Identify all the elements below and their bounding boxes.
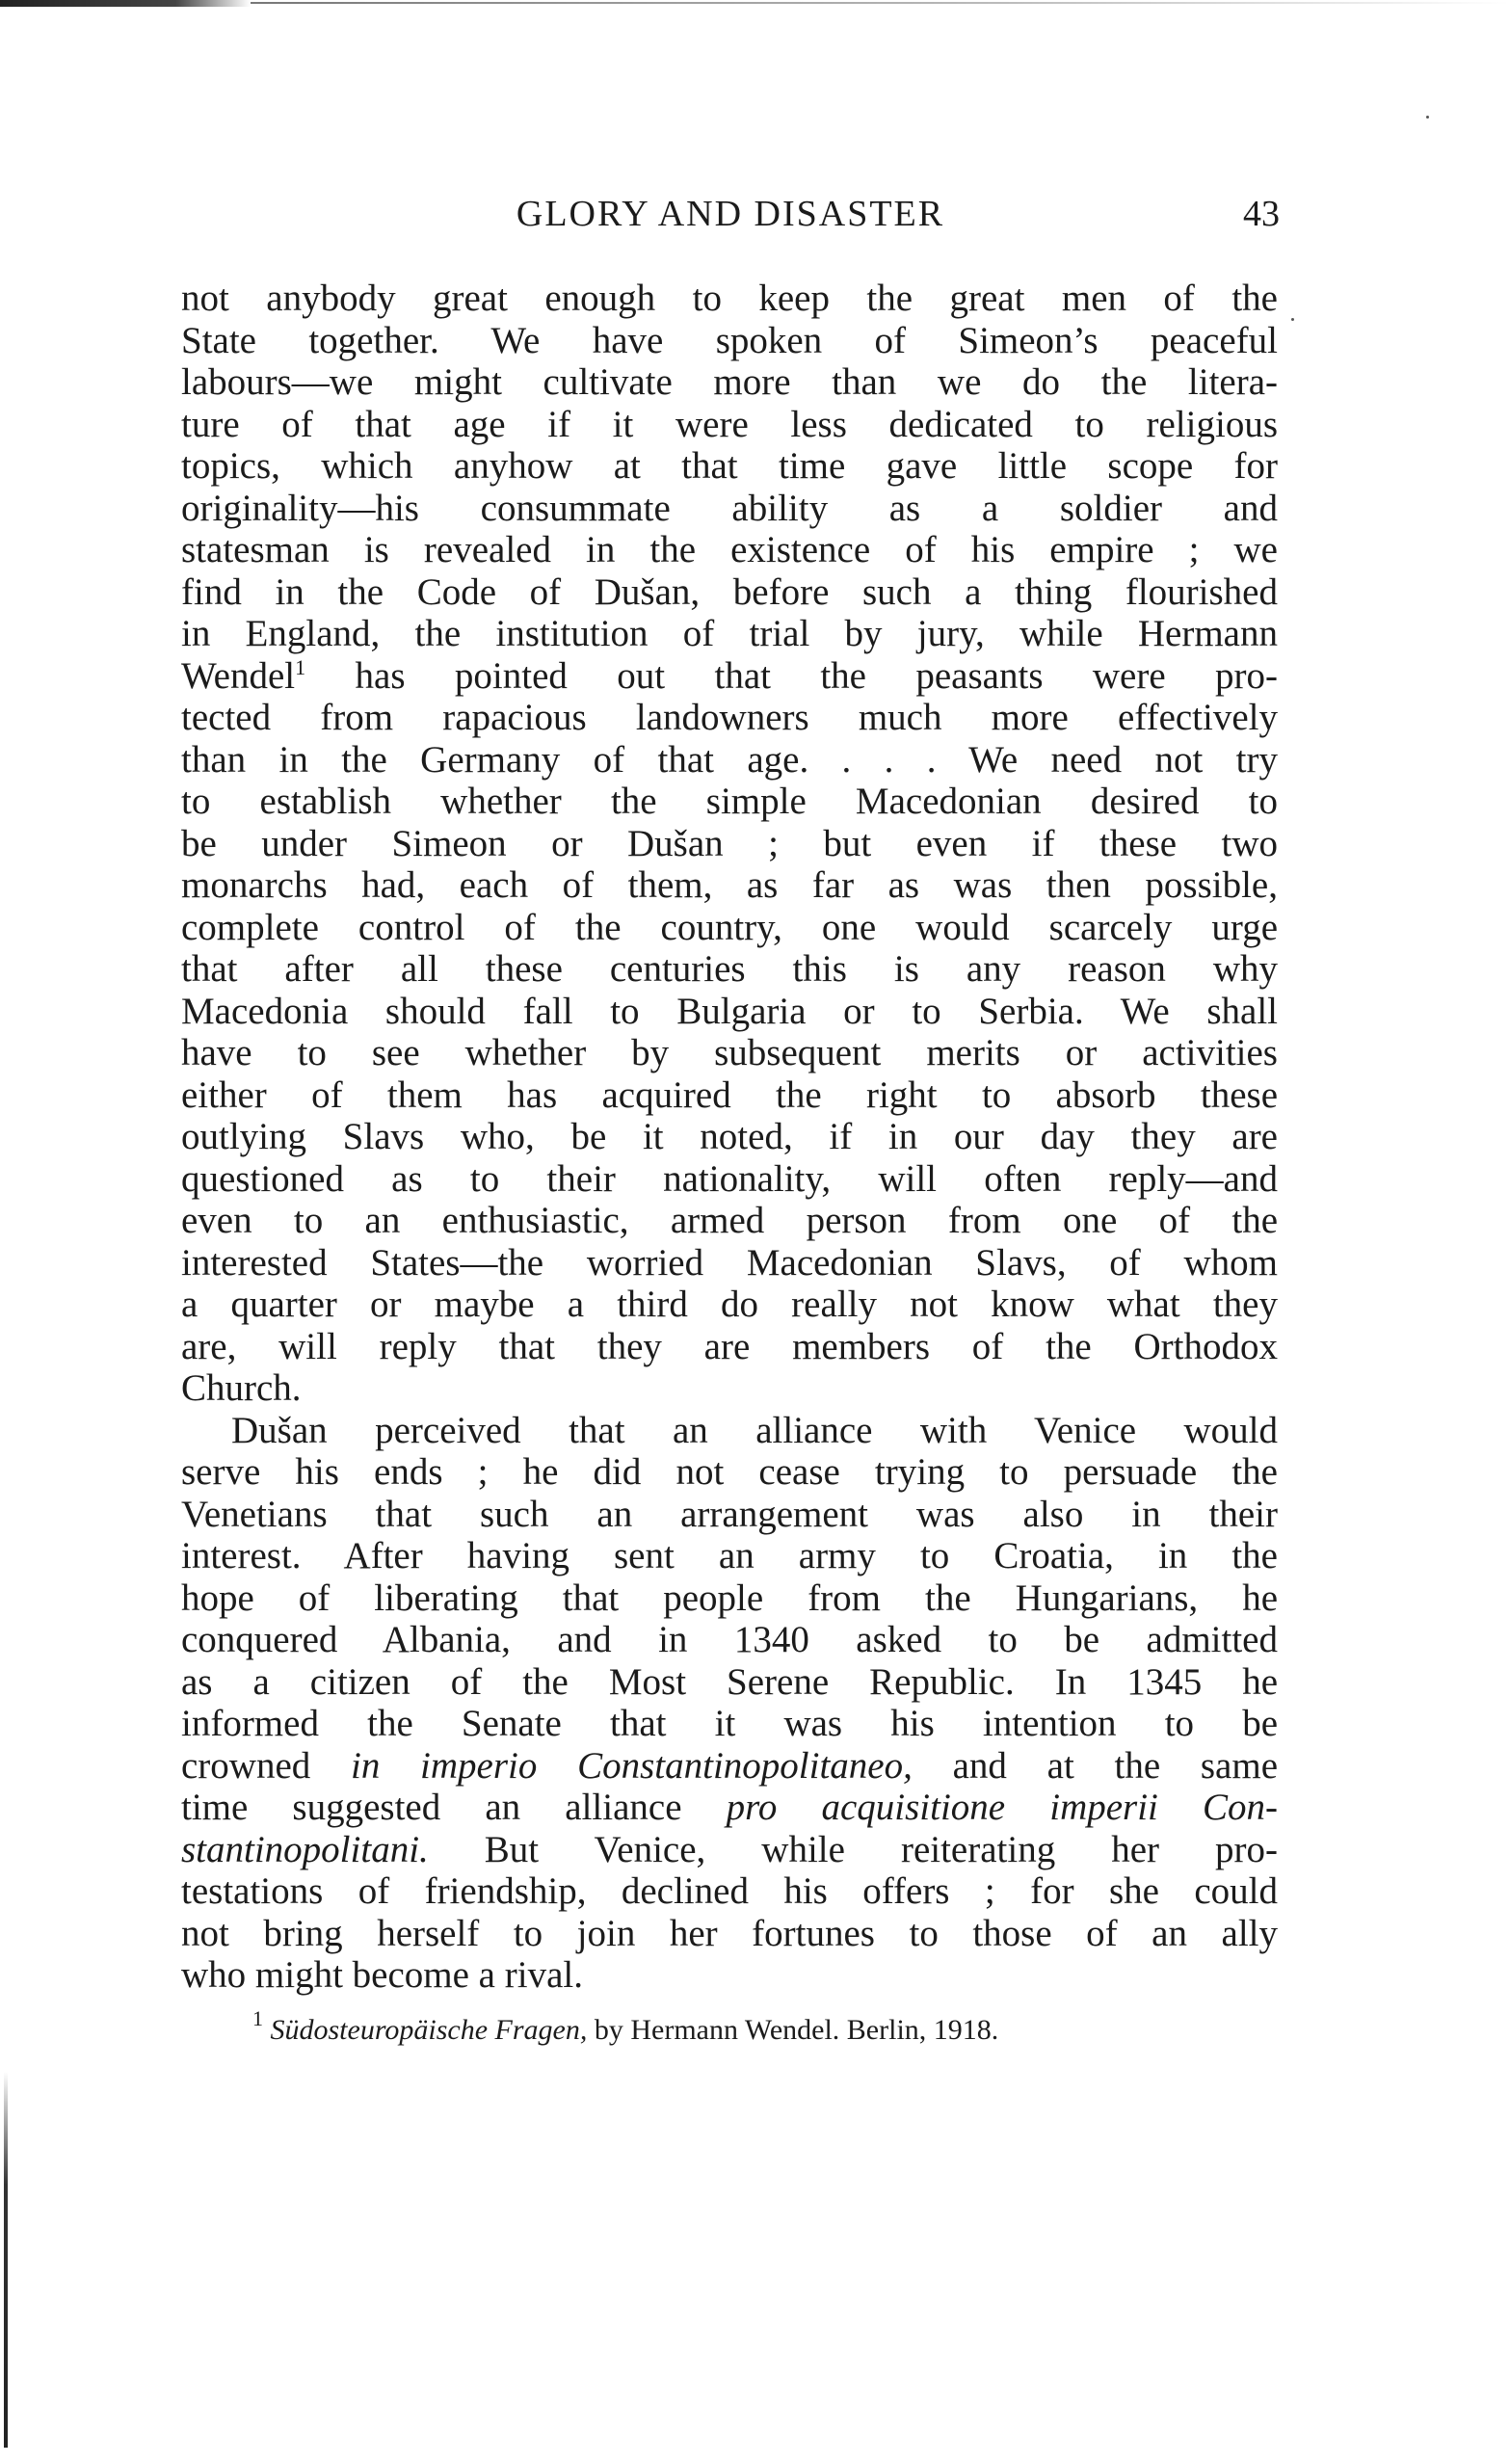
text-line: Venetians that such an arrangement was also in their: [181, 1493, 1278, 1535]
text-line: labours—we might cultivate more than we do the litera-: [181, 361, 1278, 403]
italic-phrase: stantinopolitani.: [181, 1828, 429, 1870]
text-line: State together. We have spoken of Simeon’s peaceful: [181, 319, 1278, 361]
text-line: Dušan perceived that an alliance with Venice would: [231, 1409, 1278, 1451]
text-line-italic: [181, 1787, 1278, 1829]
scan-edge-line: [251, 2, 1509, 4]
text-line: hope of liberating that people from the Hungarians, he: [181, 1576, 1278, 1619]
text-line: either of them has acquired the right to absorb these: [181, 1073, 1278, 1116]
running-title: GLORY AND DISASTER: [516, 194, 945, 234]
text-line: as a citizen of the Most Serene Republic. In 1345 he: [181, 1660, 1278, 1703]
text-line: to establish whether the simple Macedonian desired to: [181, 781, 1278, 822]
text-line: topics, which anyhow at that time gave little scope for: [181, 445, 1278, 487]
text-fragment: But Venice, while reiterating her pro-: [428, 1828, 1278, 1870]
text-line: even to an enthusiastic, armed person from one of the: [181, 1200, 1278, 1241]
text-line: monarchs had, each of them, as far as was then possible,: [181, 864, 1278, 906]
text-line: that after all these centuries this is any reason why: [181, 948, 1278, 990]
text-fragment: Wendel: [181, 654, 296, 697]
text-line: ture of that age if it were less dedicated to religious: [181, 403, 1278, 445]
text-line: outlying Slavs who, be it noted, if in our day they are: [181, 1116, 1278, 1157]
text-line-footnote-ref: [181, 655, 1278, 698]
text-line: informed the Senate that it was his intention to be: [181, 1703, 1278, 1744]
text-fragment: time suggested an alliance: [181, 1787, 727, 1828]
text-line: not anybody great enough to keep the great men of the: [181, 278, 1278, 319]
text-line: who might become a rival.: [181, 1954, 583, 1996]
text-line: in England, the institution of trial by jury, while Hermann: [181, 613, 1278, 654]
text-line: originality—his consummate ability as a soldier and: [181, 487, 1278, 529]
italic-phrase: in imperio Constantinopolitaneo,: [351, 1744, 913, 1787]
footnote-title: Südosteuropäische Fragen,: [270, 2014, 588, 2046]
running-head: [181, 193, 1280, 251]
text-line: not bring herself to join her fortunes to those of an ally: [181, 1912, 1278, 1954]
text-fragment: and at the same: [912, 1744, 1279, 1787]
text-line: than in the Germany of that age. . . . We need not try: [181, 738, 1278, 781]
italic-phrase: pro acquisitione imperii Con-: [726, 1787, 1279, 1828]
footnote-marker: 1: [252, 2006, 263, 2030]
text-line: interested States—the worried Macedonian Slavs, of whom: [181, 1241, 1278, 1284]
scan-edge-shadow: [0, 0, 251, 7]
text-line: be under Simeon or Dušan ; but even if these two: [181, 822, 1278, 864]
text-line: find in the Code of Dušan, before such a thing flourished: [181, 570, 1278, 613]
text-line: serve his ends ; he did not cease trying to persuade the: [181, 1451, 1278, 1493]
text-fragment: crowned: [181, 1744, 351, 1787]
text-line: are, will reply that they are members of the Orthodox: [181, 1325, 1278, 1367]
text-line: Church.: [181, 1367, 302, 1409]
scan-speck: [1291, 318, 1294, 321]
text-line: Macedonia should fall to Bulgaria or to Serbia. We shall: [181, 990, 1278, 1032]
binding-shadow: [4, 2072, 8, 2448]
text-line: complete control of the country, one would scarcely urge: [181, 906, 1278, 948]
text-line: testations of friendship, declined his offers ; for she could: [181, 1870, 1278, 1912]
text-line: tected from rapacious landowners much more effectively: [181, 697, 1278, 738]
footnote: [252, 2006, 999, 2047]
footnote-reference: 1: [295, 654, 306, 679]
text-fragment: has pointed out that the peasants were pro-: [305, 654, 1278, 697]
text-line: statesman is revealed in the existence of his empire ; we: [181, 529, 1278, 570]
text-line-italic: [181, 1829, 1278, 1871]
text-line-italic: [181, 1745, 1278, 1788]
text-line: interest. After having sent an army to Croatia, in the: [181, 1535, 1278, 1576]
page-number: 43: [1243, 194, 1280, 234]
text-line: a quarter or maybe a third do really not know what they: [181, 1284, 1278, 1325]
scan-speck: [1426, 116, 1429, 119]
text-line: have to see whether by subsequent merits or activities: [181, 1032, 1278, 1073]
text-line: conquered Albania, and in 1340 asked to be admitted: [181, 1619, 1278, 1660]
body-text: [181, 278, 1278, 1997]
text-line: questioned as to their nationality, will often reply—and: [181, 1157, 1278, 1200]
footnote-text: by Hermann Wendel. Berlin, 1918.: [587, 2014, 999, 2046]
